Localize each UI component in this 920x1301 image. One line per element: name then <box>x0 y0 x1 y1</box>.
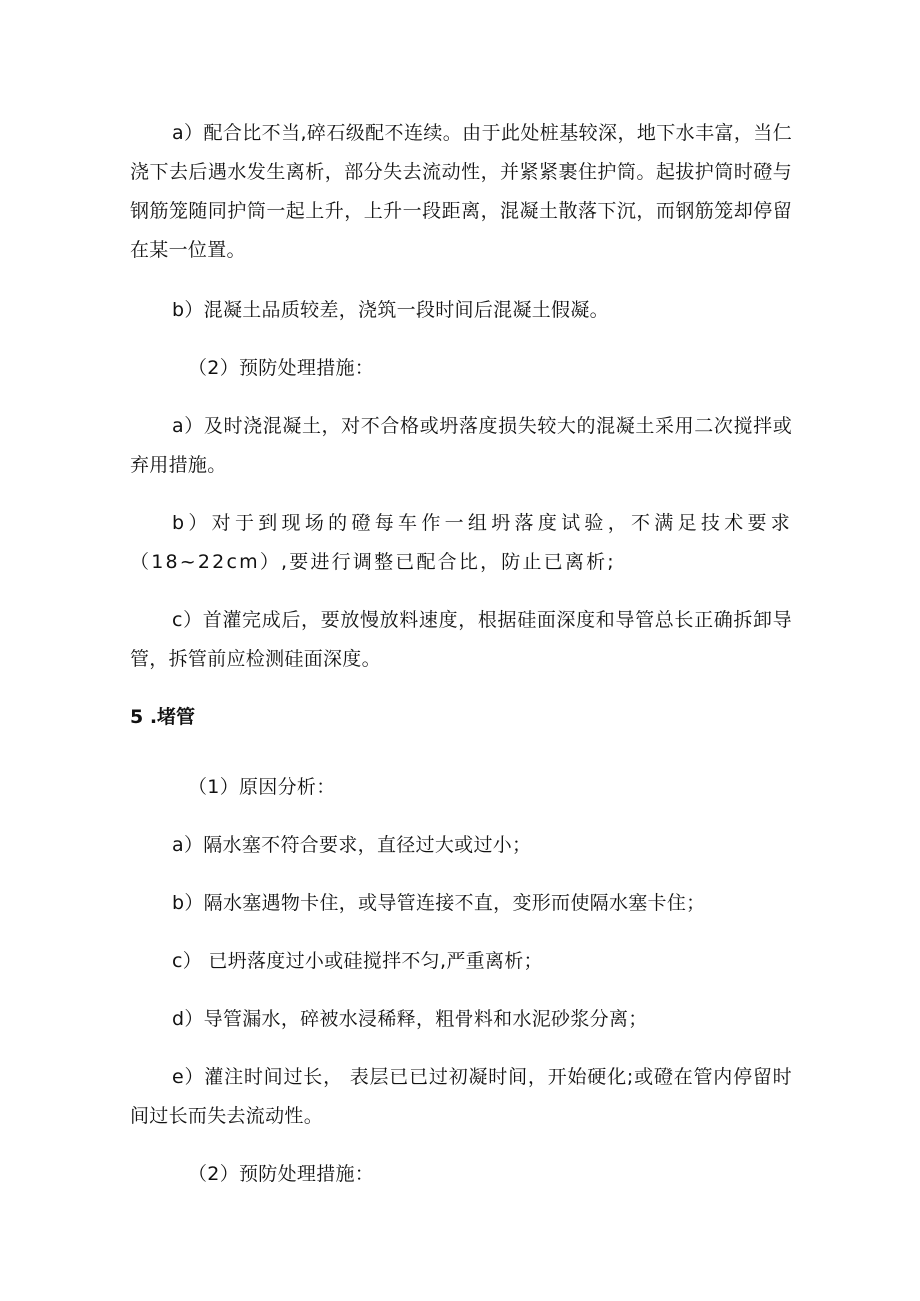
paragraph-blockage-cause-d: d）导管漏水，碎被水浸稀释，粗骨料和水泥砂浆分离； <box>172 1008 648 1030</box>
paragraph-cause-a: a）配合比不当,碎石级配不连续。由于此处桩基较深，地下水丰富，当仁浇下去后遇水发生离析，部分失去流动性，并紧紧裹住护筒。起拔护筒时磴与钢筋笼随同护筒一起上升，上升一段距离，混凝土散落下沉，而钢筋笼却停留在某一位置。 <box>130 122 792 261</box>
paragraph-blockage-cause-b: b）隔水塞遇物卡住，或导管连接不直，变形而使隔水塞卡住； <box>172 892 706 914</box>
section-heading-pipe-blockage: 5 .堵管 <box>130 706 196 728</box>
subsection-prevention-title-2: （2）预防处理措施： <box>188 1163 375 1185</box>
paragraph-prevention-c: c）首灌完成后，要放慢放料速度，根据硅面深度和导管总长正确拆卸导管，拆管前应检测硅面深度。 <box>130 609 792 670</box>
paragraph-prevention-a: a）及时浇混凝土，对不合格或坍落度损失较大的混凝土采用二次搅拌或弃用措施。 <box>130 415 792 476</box>
document-body <box>130 114 792 1213</box>
paragraph-blockage-cause-c: c） 已坍落度过小或硅搅拌不匀,严重离析； <box>172 950 543 972</box>
paragraph-blockage-cause-a: a）隔水塞不符合要求，直径过大或过小； <box>172 834 532 856</box>
subsection-cause-title: （1）原因分析： <box>188 776 336 798</box>
subsection-prevention-title: （2）预防处理措施： <box>188 357 375 379</box>
paragraph-prevention-b: b）对于到现场的磴每车作一组坍落度试验，不满足技术要求（18~22cm）,要进行调整已配合比，防止已离析; <box>130 512 792 573</box>
paragraph-cause-b: b）混凝土品质较差，浇筑一段时间后混凝土假凝。 <box>172 299 609 321</box>
paragraph-blockage-cause-e: e）灌注时间过长， 表层已已过初凝时间，开始硬化;或磴在管内停留时间过长而失去流动性。 <box>130 1066 792 1127</box>
